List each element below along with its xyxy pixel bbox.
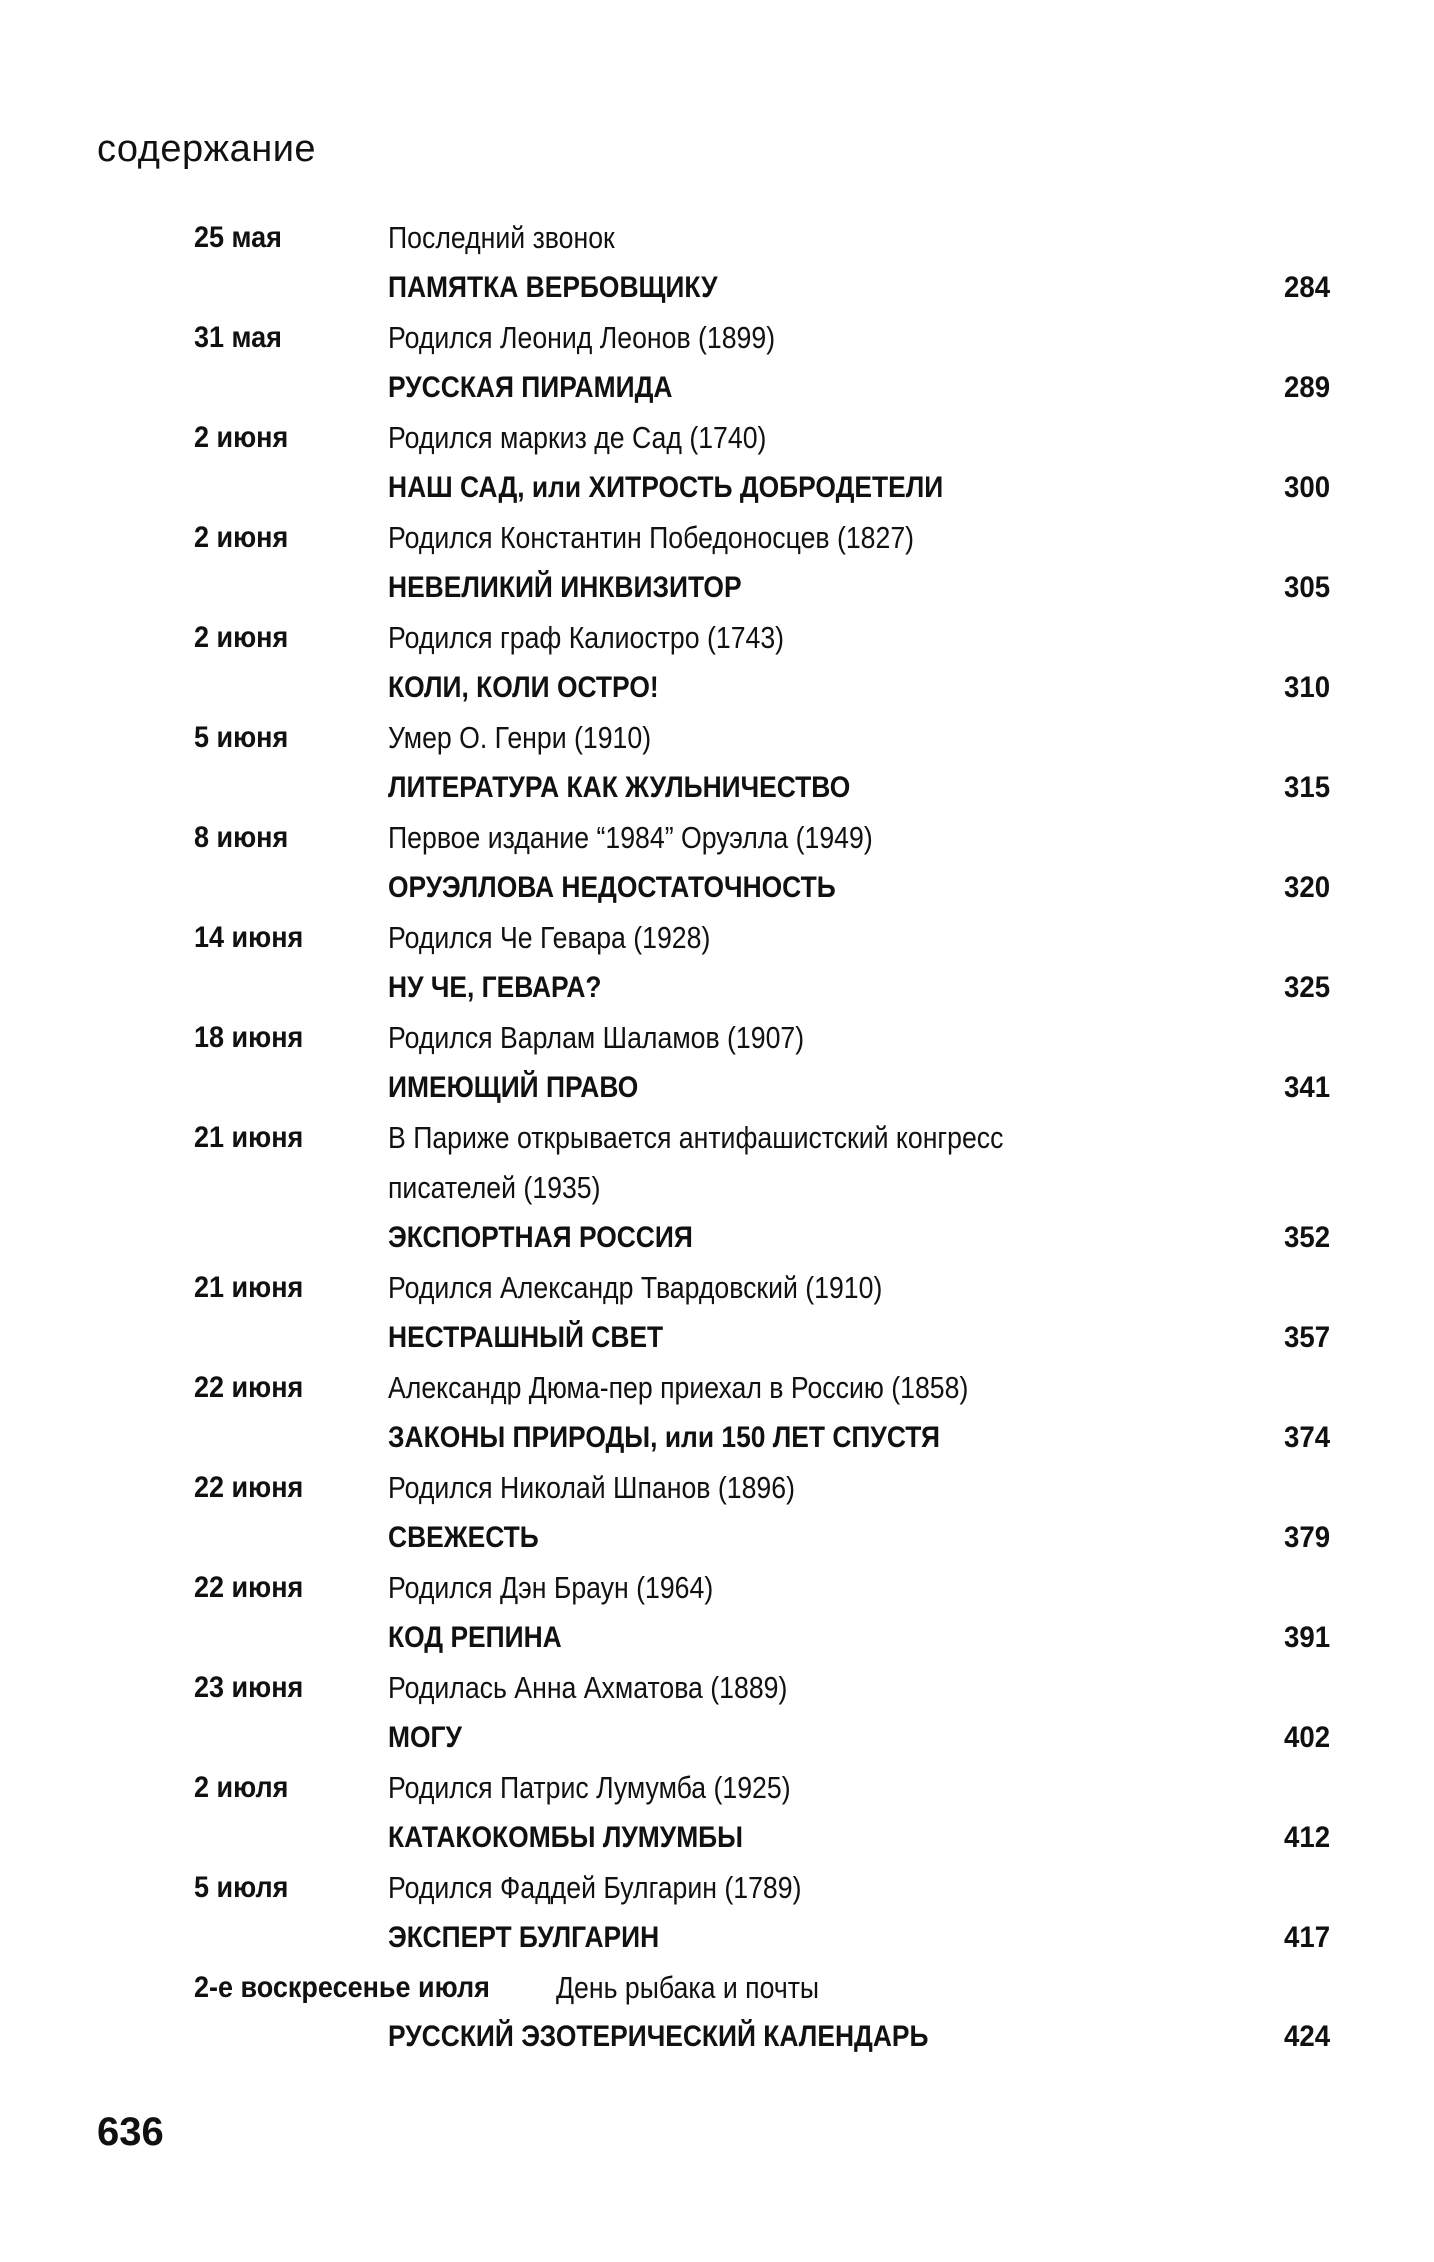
entry-event: Александр Дюма-пер приехал в Россию (1858) [388,1370,969,1405]
entry-page: 320 [1283,871,1330,904]
entry-page: 289 [1283,371,1330,404]
entry-date: 2 июня [194,621,289,654]
entry-title: НУ ЧЕ, ГЕВАРА? [388,971,602,1004]
entry-date: 21 июня [194,1121,304,1154]
entry-page: 374 [1283,1421,1330,1454]
entry-page: 424 [1283,2020,1330,2053]
toc-title-row [0,463,1434,513]
entry-date: 5 июня [194,721,289,754]
entry-page: 310 [1283,671,1330,704]
entry-title: МОГУ [388,1721,462,1754]
entry-page: 305 [1283,571,1330,604]
entry-title: ОРУЭЛЛОВА НЕДОСТАТОЧНОСТЬ [388,871,836,904]
entry-event: Родился Дэн Браун (1964) [388,1570,714,1605]
entry-date: 22 июня [194,1371,304,1404]
toc-title-row [0,1513,1434,1563]
entry-page: 315 [1283,771,1330,804]
toc-title-row [0,1213,1434,1263]
entry-event: Родилась Анна Ахматова (1889) [388,1670,788,1705]
toc-event-row [0,1363,1434,1413]
entry-title: ЭКСПОРТНАЯ РОССИЯ [388,1221,693,1254]
entry-date: 31 мая [194,321,282,354]
toc-event-row [0,513,1434,563]
entry-page: 357 [1283,1321,1330,1354]
toc-event-row [0,413,1434,463]
toc-event-row [0,613,1434,663]
entry-title: СВЕЖЕСТЬ [388,1521,539,1554]
toc-title-row [0,1063,1434,1113]
entry-date: 22 июня [194,1571,304,1604]
entry-title: ИМЕЮЩИЙ ПРАВО [388,1071,639,1104]
entry-title: НЕСТРАШНЫЙ СВЕТ [388,1321,664,1354]
entry-title: ПАМЯТКА ВЕРБОВЩИКУ [388,271,718,304]
entry-event: Родился Николай Шпанов (1896) [388,1470,795,1505]
entry-date: 25 мая [194,221,282,254]
entry-title: ЭКСПЕРТ БУЛГАРИН [388,1921,660,1954]
entry-date: 18 июня [194,1021,304,1054]
toc-event-row [0,1763,1434,1813]
entry-event: Родился Патрис Лумумба (1925) [388,1770,791,1805]
entry-event: Последний звонок [388,220,615,255]
entry-event: В Париже открывается антифашистский конгресс [388,1120,1004,1155]
toc-title-row [0,863,1434,913]
entry-date: 2 июня [194,521,289,554]
entry-title: КОЛИ, КОЛИ ОСТРО! [388,671,659,704]
entry-date: 5 июля [194,1871,289,1904]
toc-event-row [0,713,1434,763]
toc-event-row [0,913,1434,963]
entry-date: 23 июня [194,1671,304,1704]
entry-event: Родился Леонид Леонов (1899) [388,320,776,355]
toc-event-row [0,1863,1434,1913]
entry-title: ЗАКОНЫ ПРИРОДЫ, или 150 ЛЕТ СПУСТЯ [388,1421,940,1454]
entry-page: 325 [1283,971,1330,1004]
entry-date: 22 июня [194,1471,304,1504]
toc-title-row [0,1713,1434,1763]
entry-page: 412 [1283,1821,1330,1854]
entry-date: 2 июня [194,421,289,454]
entry-date: 14 июня [194,921,304,954]
section-header: содержание [97,128,317,170]
entry-event: Первое издание “1984” Оруэлла (1949) [388,820,873,855]
entry-event: Родился Варлам Шаламов (1907) [388,1020,805,1055]
toc-title-row [0,1813,1434,1863]
entry-event: Родился маркиз де Сад (1740) [388,420,767,455]
page-number: 636 [97,2110,164,2154]
entry-event: Родился Фаддей Булгарин (1789) [388,1870,802,1905]
entry-date: 2-е воскресенье июля [194,1971,490,2004]
toc-event-row [0,813,1434,863]
toc-title-row [0,963,1434,1013]
toc-title-row [0,1313,1434,1363]
entry-date: 8 июня [194,821,289,854]
toc-event-row [0,1663,1434,1713]
toc-title-row [0,563,1434,613]
entry-event: Родился Александр Твардовский (1910) [388,1270,883,1305]
toc-event-row [0,1263,1434,1313]
toc-title-row [0,763,1434,813]
entry-page: 417 [1283,1921,1330,1954]
entry-event: Родился граф Калиостро (1743) [388,620,785,655]
entry-event: Родился Че Гевара (1928) [388,920,711,955]
entry-page: 300 [1283,471,1330,504]
entry-page: 352 [1283,1221,1330,1254]
entry-title: КАТАКОКОМБЫ ЛУМУМБЫ [388,1821,744,1854]
entry-date: 21 июня [194,1271,304,1304]
entry-title: ЛИТЕРАТУРА КАК ЖУЛЬНИЧЕСТВО [388,771,851,804]
entry-title: КОД РЕПИНА [388,1621,562,1654]
toc-title-row [0,663,1434,713]
toc-event-continuation-row [0,1163,1434,1213]
toc-event-row [0,1463,1434,1513]
entry-event: День рыбака и почты [556,1970,820,2005]
entry-title: НЕВЕЛИКИЙ ИНКВИЗИТОР [388,571,742,604]
entry-page: 402 [1283,1721,1330,1754]
toc-title-row [0,2012,1434,2062]
entry-page: 379 [1283,1521,1330,1554]
entry-page: 341 [1283,1071,1330,1104]
toc-title-row [0,263,1434,313]
entry-title: НАШ САД, или ХИТРОСТЬ ДОБРОДЕТЕЛИ [388,471,944,504]
toc-event-row [0,313,1434,363]
entry-page: 391 [1283,1621,1330,1654]
entry-title: РУССКИЙ ЭЗОТЕРИЧЕСКИЙ КАЛЕНДАРЬ [388,2020,929,2053]
toc-title-row [0,1913,1434,1963]
entry-event: Умер О. Генри (1910) [388,720,652,755]
entry-title: РУССКАЯ ПИРАМИДА [388,371,673,404]
toc-title-row [0,1413,1434,1463]
entry-event-continuation: писателей (1935) [388,1170,601,1205]
toc-event-row [0,1113,1434,1163]
toc-event-row [0,1563,1434,1613]
toc-event-row [0,1013,1434,1063]
toc-title-row [0,363,1434,413]
toc-event-row [0,213,1434,263]
entry-page: 284 [1283,271,1330,304]
toc-title-row [0,1613,1434,1663]
entry-date: 2 июля [194,1771,289,1804]
toc-event-row [0,1963,1434,2013]
entry-event: Родился Константин Победоносцев (1827) [388,520,915,555]
